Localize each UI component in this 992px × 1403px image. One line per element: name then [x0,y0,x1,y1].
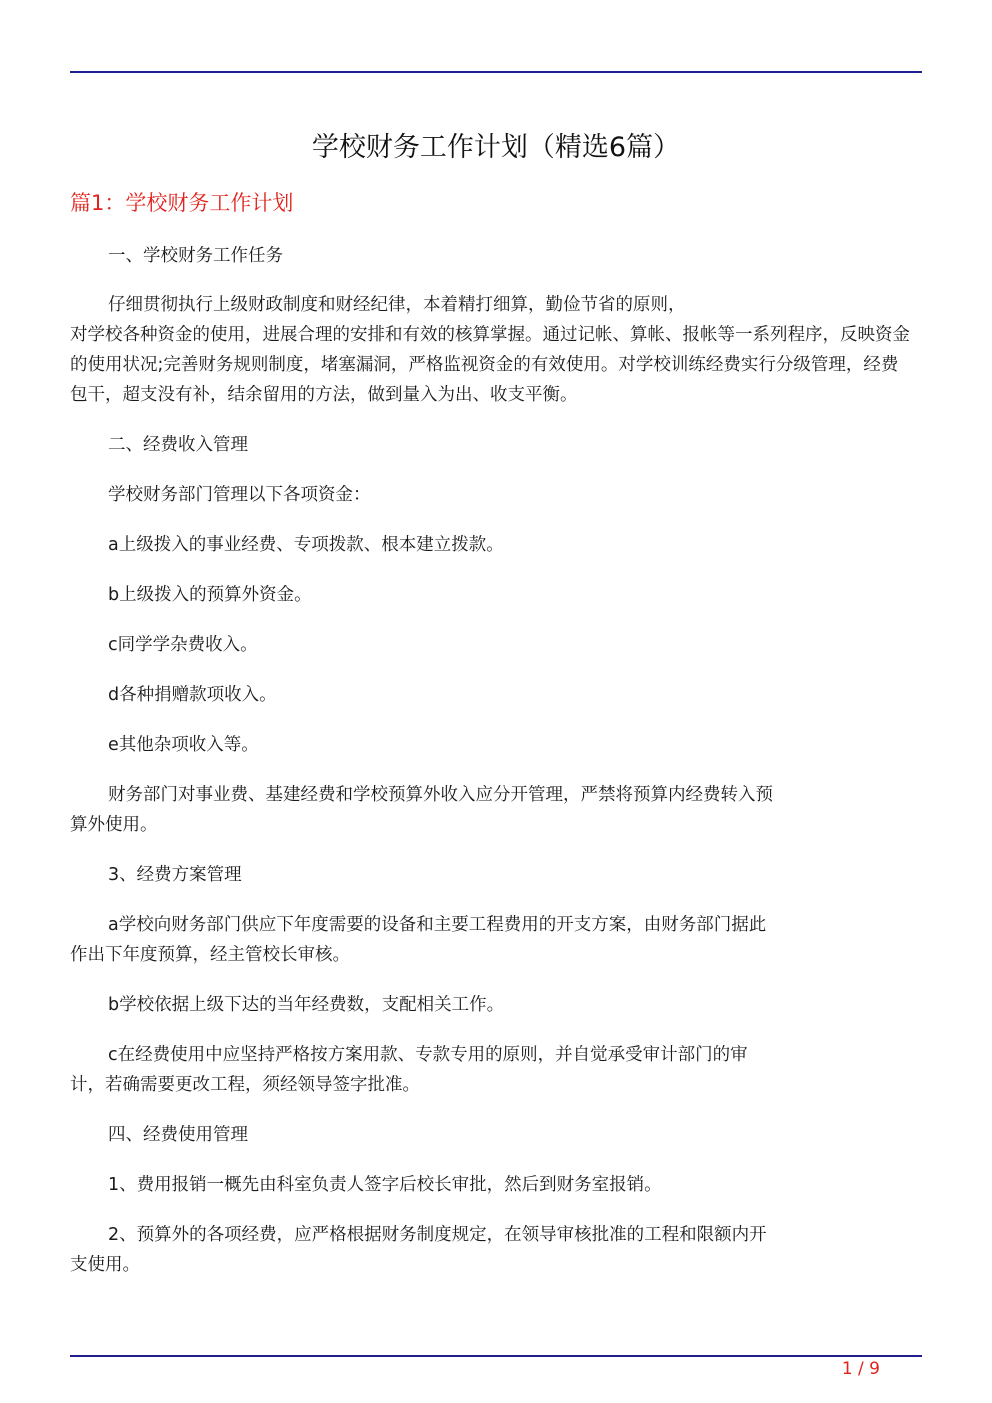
paragraph: 2、预算外的各项经费，应严格根据财务制度规定，在领导审核批准的工程和限额内开支使用。 [70,1225,767,1275]
paragraph: 一、学校财务工作任务 [108,246,283,266]
paragraph: a学校向财务部门供应下年度需要的设备和主要工程费用的开支方案，由财务部门据此作出下年度预算，经主管校长审核。 [70,915,767,965]
paragraph: 二、经费收入管理 [108,435,248,455]
paragraph: b上级拨入的预算外资金。 [108,585,312,605]
paragraph: 3、经费方案管理 [108,865,242,885]
document-title: 学校财务工作计划（精选6篇） [311,132,681,163]
paragraph: 财务部门对事业费、基建经费和学校预算外收入应分开管理，严禁将预算内经费转入预算外使用。 [70,785,773,835]
paragraph: d各种捐赠款项收入。 [108,685,277,705]
paragraph: 1、费用报销一概先由科室负责人签字后校长审批，然后到财务室报销。 [108,1175,662,1195]
footer-rule [70,1355,922,1357]
paragraph: c同学学杂费收入。 [108,635,258,655]
paragraph: 学校财务部门管理以下各项资金： [108,485,371,505]
paragraph: a上级拨入的事业经费、专项拨款、根本建立拨款。 [108,535,504,555]
section-heading: 篇1：学校财务工作计划 [70,191,294,215]
paragraph: 对学校各种资金的使用，进展合理的安排和有效的核算掌握。通过记帐、算帐、报帐等一系列程序，反映资金的使用状况;完善财务规则制度，堵塞漏洞，严格监视资金的有效使用。对学校训练经费实行分级管理，经费包干，超支没有补，结余留用的方法，做到量入为出、收支平衡。 [70,325,910,405]
paragraph: 四、经费使用管理 [108,1125,248,1145]
header-rule [70,71,922,73]
page-number: 1 / 9 [841,1359,880,1379]
paragraph: c在经费使用中应坚持严格按方案用款、专款专用的原则，并自觉承受审计部门的审计，若确需要更改工程，须经领导签字批准。 [70,1045,748,1095]
paragraph: e其他杂项收入等。 [108,735,259,755]
paragraph: b学校依据上级下达的当年经费数，支配相关工作。 [108,995,505,1015]
paragraph: 仔细贯彻执行上级财政制度和财经纪律，本着精打细算，勤俭节省的原则， [108,295,686,315]
